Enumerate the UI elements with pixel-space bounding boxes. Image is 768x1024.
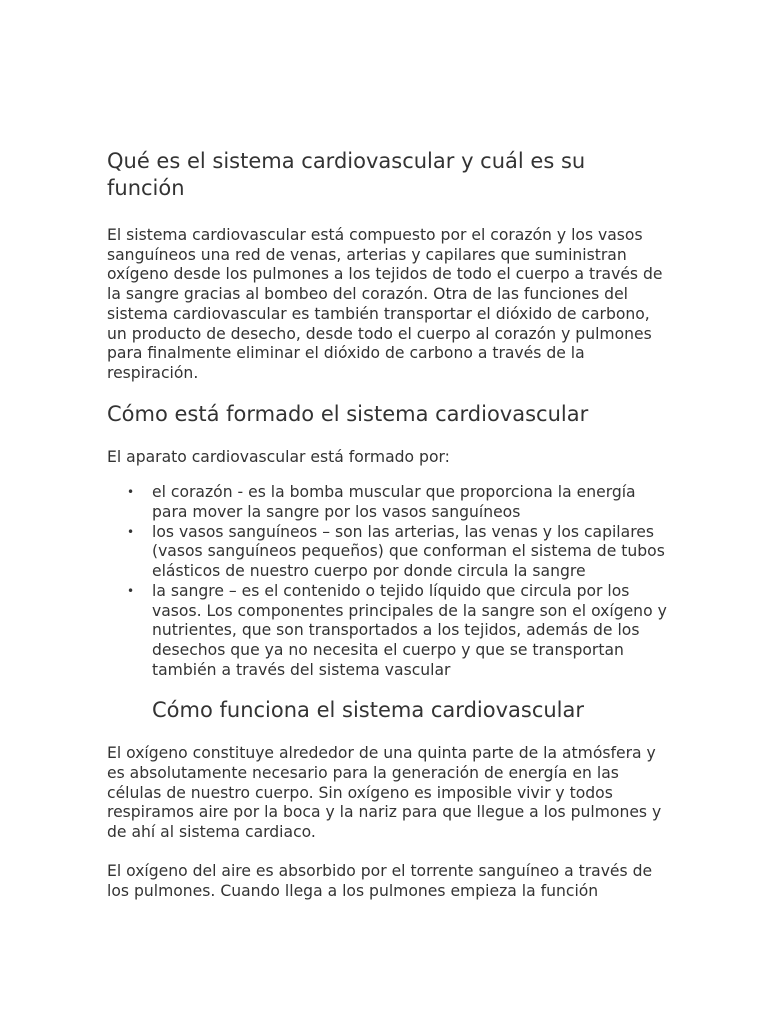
section-heading-formado: Cómo está formado el sistema cardiovascular bbox=[107, 401, 589, 426]
bullet-icon: • bbox=[127, 524, 135, 539]
list-item-text: los vasos sanguíneos – son las arterias, las venas y los capilares (vasos sanguíneos pequeños) que conforman el sistema de tubos elásticos de nuestro cuerpo por donde circula la sangre bbox=[152, 522, 665, 581]
list-item-text: el corazón - es la bomba muscular que proporciona la energía para mover la sangre por los vasos sanguíneos bbox=[152, 483, 636, 522]
funciona-paragraph: El oxígeno constituye alrededor de una quinta parte de la atmósfera y es absolutamente necesario para la generación de energía en las células de nuestro cuerpo. Sin oxígeno es imposible vivir y todos respiramos aire por la boca y la nariz para que llegue a los pulmones y de ahí al sistema cardiaco. bbox=[107, 744, 662, 842]
document-page bbox=[107, 148, 667, 901]
bullet-icon: • bbox=[127, 583, 135, 598]
components-list bbox=[107, 483, 667, 680]
formado-intro-paragraph: El aparato cardiovascular está formado por: bbox=[107, 447, 450, 466]
intro-paragraph: El sistema cardiovascular está compuesto por el corazón y los vasos sanguíneos una red de venas, arterias y capilares que suministran oxígeno desde los pulmones a los tejidos de todo el cuerpo a través de la sangre gracias al bombeo del corazón. Otra de las funciones del sistema cardiovascular es también transportar el dióxido de carbono, un producto de desecho, desde todo el cuerpo al corazón y pulmones para finalmente eliminar el dióxido de carbono a través de la respiración. bbox=[107, 226, 663, 382]
list-item bbox=[127, 581, 667, 681]
bullet-icon: • bbox=[127, 485, 135, 500]
list-item bbox=[127, 522, 667, 582]
list-item-text: la sangre – es el contenido o tejido líquido que circula por los vasos. Los componentes principales de la sangre son el oxígeno y nutrientes, que son transportados a los tejidos, además de los desechos que ya no necesita el cuerpo y que se transportan también a través del sistema vascular bbox=[152, 581, 667, 679]
section-heading-funciona: Cómo funciona el sistema cardiovascular bbox=[152, 698, 585, 723]
list-item bbox=[127, 483, 667, 522]
page-title: Qué es el sistema cardiovascular y cuál es su función bbox=[107, 149, 586, 200]
funciona-paragraph: El oxígeno del aire es absorbido por el torrente sanguíneo a través de los pulmones. Cuando llega a los pulmones empieza la función bbox=[107, 861, 653, 900]
